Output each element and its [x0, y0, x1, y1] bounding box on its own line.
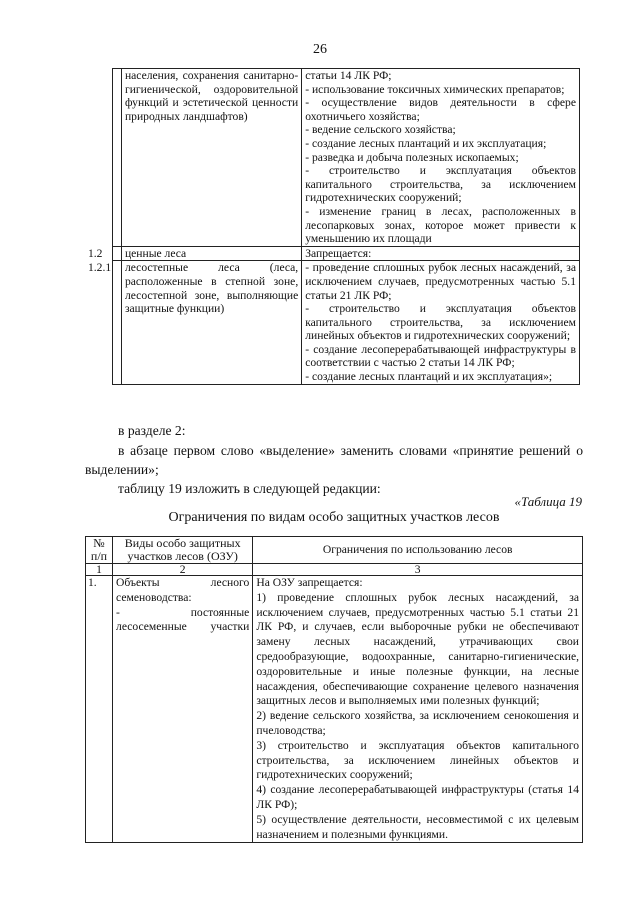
table-row — [113, 246, 580, 261]
table-title: Ограничения по видам особо защитных участков лесов — [168, 510, 500, 525]
column-number: 1 — [86, 564, 113, 576]
table-header-row — [86, 537, 583, 564]
ozu-subtype: - постоянные лесосеменные участки — [116, 605, 250, 634]
cell-restrictions-list — [302, 69, 580, 247]
list-item: - строительство и эксплуатация объектов капитального строительства, за исключением гидротехнических сооружений; — [305, 164, 576, 205]
table-19 — [85, 536, 583, 843]
paragraph-table-intro: таблицу 19 изложить в следующей редакции: — [118, 481, 381, 496]
restriction-heading: Запрещается: — [302, 246, 580, 261]
header-number: № п/п — [86, 537, 113, 564]
list-item: - осуществление видов деятельности в сфере охотничьего хозяйства; — [305, 96, 576, 123]
table-row — [113, 261, 580, 384]
ozu-type: Объекты лесного семеноводства: — [116, 576, 250, 604]
list-item: 2) ведение сельского хозяйства, за исключением сенокошения и пчеловодства; — [256, 709, 579, 737]
table-label: «Таблица 19 — [514, 494, 582, 509]
zone-name: лесостепные леса (леса, расположенные в степной зоне, лесостепной зоне, выполняющие защитные функции) — [124, 261, 299, 316]
list-item: - создание лесных плантаций и их эксплуатация; — [305, 136, 547, 150]
list-item: 4) создание лесоперерабатывающей инфраструктуры (статья 14 ЛК РФ); — [256, 783, 579, 811]
paragraph-section-2: в разделе 2: — [118, 423, 186, 438]
list-item: - ведение сельского хозяйства; — [305, 123, 456, 137]
table-row — [86, 576, 583, 843]
column-number: 3 — [253, 564, 583, 576]
list-item: 1) проведение сплошных рубок лесных насаждений, за исключением случаев, предусмотренных частью 5.1 статьи 21 ЛК РФ, и случаев, если выборочные рубки не обеспечивают замену лесных насаждений, утрачивающих свои средообразующие, водоохранные, санитарно-гигиенические, оздоровительные и иные полезные функции, на лесные насаждения, обеспечивающие сохранение целевого назначения защитных лесов и выполняемых ими полезных функций; — [256, 590, 579, 708]
table-18-continued — [87, 68, 580, 385]
column-number: 2 — [113, 564, 253, 576]
row-number: 1.2 — [87, 246, 103, 260]
restriction-heading: На ОЗУ запрещается: — [256, 576, 363, 589]
list-item: 5) осуществление деятельности, несовместимой с их целевым назначением и полезными функциями. — [256, 812, 579, 841]
row-number: 1.2.1 — [87, 261, 112, 275]
page-number: 26 — [313, 42, 327, 57]
column-number-row — [86, 564, 583, 576]
cell-zone-description: населения, сохранения санитарно-гигиенической, оздоровительной функций и эстетической ценности природных ландшафтов) — [121, 69, 301, 247]
cell-restrictions-list — [302, 261, 580, 384]
list-item: - создание лесных плантаций и их эксплуатация»; — [305, 370, 553, 384]
header-ozu-type: Виды особо защитных участков лесов (ОЗУ) — [113, 537, 253, 564]
zone-name: ценные леса — [124, 246, 187, 260]
table-row — [113, 69, 580, 247]
list-item: 3) строительство и эксплуатация объектов капитального строительства, за исключением линейных объектов и гидротехнических сооружений; — [256, 738, 579, 782]
paragraph-replace-word: в абзаце первом слово «выделение» заменить словами «принятие решений о выделении»; — [85, 443, 583, 477]
list-item: - проведение сплошных рубок лесных насаждений, за исключением случаев, предусмотренных частью 5.1 статьи 21 ЛК РФ; — [305, 261, 576, 302]
list-item: статьи 14 ЛК РФ; — [305, 69, 392, 82]
list-item: - создание лесоперерабатывающей инфраструктуры в соответствии с частью 2 статьи 14 ЛК РФ; — [305, 342, 576, 370]
list-item: - использование токсичных химических препаратов; — [305, 82, 565, 96]
row-number: 1. — [86, 576, 113, 843]
cell-restrictions-list — [253, 576, 583, 843]
list-item: - изменение границ в лесах, расположенных в лесопарковых зонах, которое может привести к уменьшению их площади — [305, 204, 576, 246]
list-item: - строительство и эксплуатация объектов капитального строительства, за исключением линейных объектов и гидротехнических сооружений; — [305, 302, 576, 343]
list-item: - разведка и добыча полезных ископаемых; — [305, 150, 519, 164]
header-restrictions: Ограничения по использованию лесов — [253, 537, 583, 564]
